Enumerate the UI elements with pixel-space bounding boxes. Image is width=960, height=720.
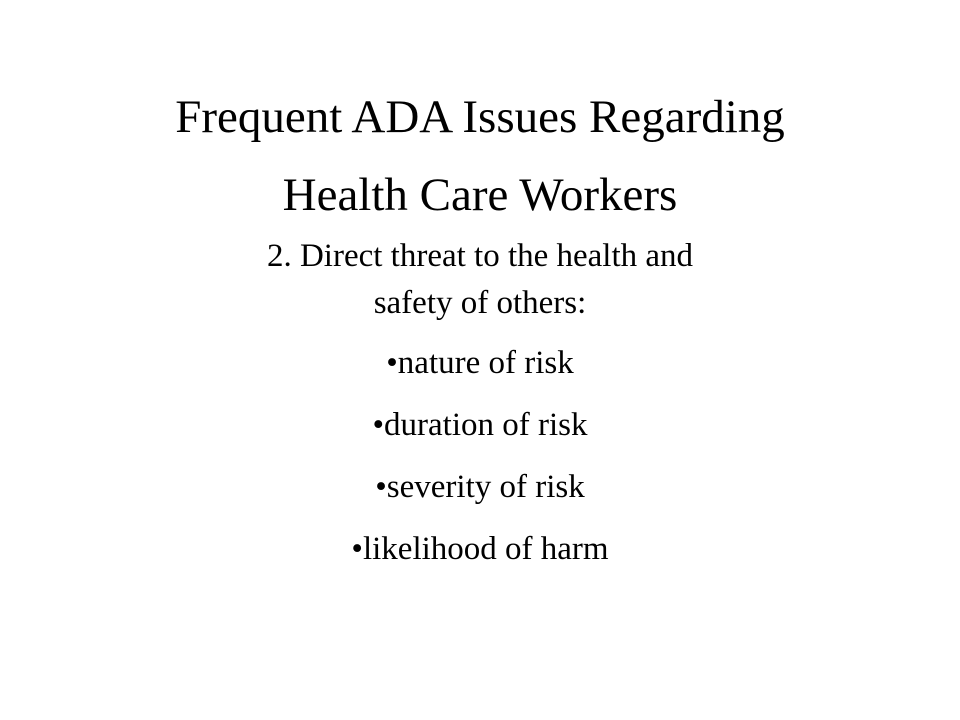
bullet-text: likelihood of harm <box>362 531 609 567</box>
slide-body <box>140 233 820 591</box>
bullet-text: nature of risk <box>397 345 574 381</box>
bullet-icon: • <box>386 345 398 381</box>
bullet-icon: • <box>372 407 385 443</box>
bullet-item-severity <box>140 467 820 507</box>
slide-title-line-1: Frequent ADA Issues Regarding <box>175 91 785 143</box>
intro-line-1: 2. Direct threat to the health and <box>266 238 694 274</box>
slide-title <box>60 78 900 234</box>
bullet-text: duration of risk <box>384 407 588 443</box>
bullet-list <box>140 343 820 569</box>
bullet-text: severity of risk <box>386 469 585 505</box>
bullet-icon: • <box>375 469 387 505</box>
intro-line-2: safety of others: <box>373 285 587 321</box>
intro-text <box>140 233 820 327</box>
bullet-item-nature <box>140 343 820 383</box>
bullet-icon: • <box>351 531 363 567</box>
slide-title-line-2: Health Care Workers <box>282 169 678 221</box>
bullet-item-duration <box>140 405 820 445</box>
bullet-item-likelihood <box>140 529 820 569</box>
